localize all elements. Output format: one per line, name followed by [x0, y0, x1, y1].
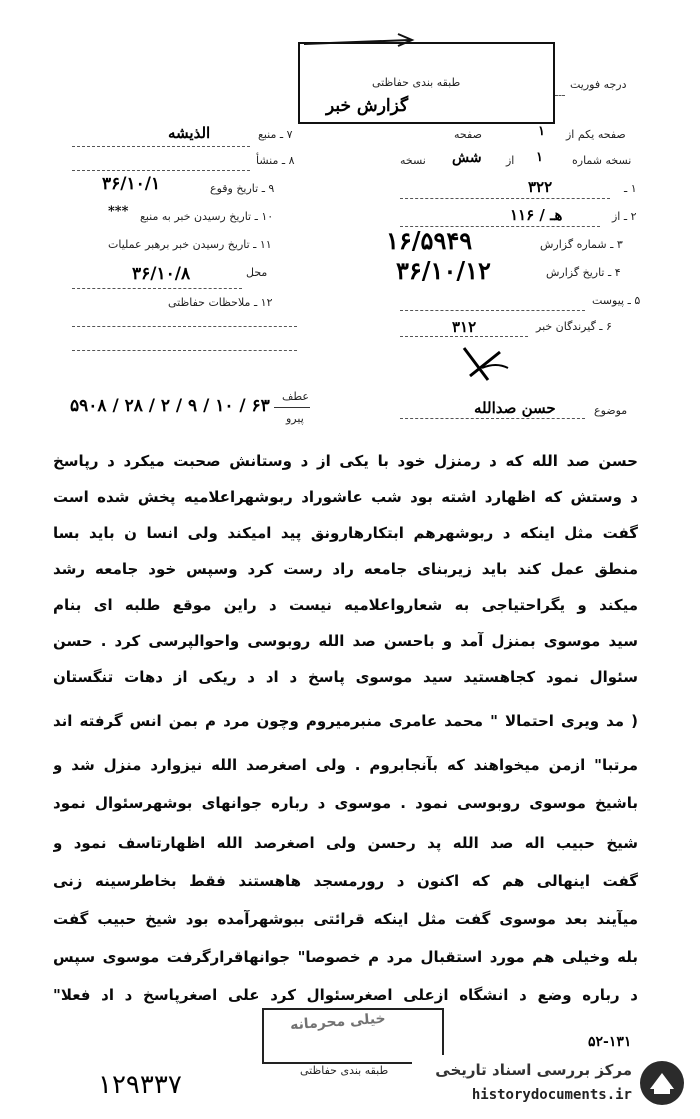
document-number: ۱۲۹۳۳۷	[98, 1070, 182, 1100]
item-4-label: ۴ ـ تاریخ گزارش	[546, 266, 621, 279]
field-place-label: محل	[246, 266, 268, 279]
item-5-line	[400, 310, 585, 311]
field-occurrence-label: ۹ ـ تاریخ وقوع	[210, 182, 275, 195]
copy-of: از	[506, 154, 515, 167]
field-arrival-ops-label: ۱۱ ـ تاریخ رسیدن خبر برهبر عملیات	[108, 238, 272, 251]
field-place-line	[72, 288, 242, 289]
notes-line-2	[72, 350, 297, 351]
body-line: حسن صد الله که د رمنزل خود با یکی از د وستانش صحبت میکرد د رپاسخ	[53, 452, 638, 470]
page-code: ۵۲-۱۳۱	[588, 1034, 632, 1050]
field-source-line	[72, 146, 250, 147]
classification-stamp: خیلی محرمانه	[289, 1010, 387, 1034]
field-occurrence-value: ۳۶/۱۰/۱	[102, 174, 161, 194]
body-line: گفت مثل اینکه د ربوشهرهم ابتکارهارونق پید امیکند ولی انسا ن باید بسا	[53, 524, 638, 542]
item-6-label: ۶ ـ گیرندگان خبر	[536, 320, 612, 333]
reference-atf-label: عطف	[282, 390, 309, 403]
body-line: مرتبا" ازمن میخواهند که بآنجابروم . ولی اصغرصد الله نیزوارد منزل شد و	[53, 756, 638, 774]
body-line: منطق عمل کند باید زیربنای جامعه راد رست کرد وسپس خود جامعه رشد	[53, 560, 638, 578]
body-line: د وستش که اظهارد اشته بود شب عاشوراد ربوشهراعلامیه پخش شده است	[53, 488, 638, 506]
subject-line	[400, 418, 585, 419]
item-3-label: ۳ ـ شماره گزارش	[540, 238, 623, 251]
subject-value: حسن صدالله	[474, 399, 556, 417]
field-protection-notes-label: ۱۲ ـ ملاحظات حفاظتی	[168, 296, 273, 309]
body-line: بله وخیلی هم مورد استقبال مرد م خصوصا" جوانهاقرارگرفت موسوی سپس	[53, 948, 638, 966]
copy-label: نسخه شماره	[572, 154, 632, 167]
item-6-value: ۳۱۲	[452, 318, 477, 336]
item-6-line	[400, 336, 528, 337]
reference-divider	[274, 407, 310, 408]
item-1-line	[400, 198, 610, 199]
body-line: گفت اینهالی هم که اکنون د رورمسجد هاهستند فقط بخاطرسینه زنی	[53, 872, 638, 890]
reference-value: ۵۹۰۸ / ۲۸ / ۲ / ۹ / ۱۰ / ۶۳	[70, 396, 270, 416]
copy-total: شش	[452, 150, 482, 166]
item-1-label: ۱ ـ	[624, 182, 637, 195]
watermark-url: historydocuments.ir	[471, 1087, 632, 1103]
item-2-value: ۱۱۶ / هـ	[510, 206, 563, 224]
x-mark	[456, 342, 516, 384]
footer-classification-label: طبقه بندی حفاظتی	[300, 1064, 389, 1077]
archive-logo-icon	[638, 1059, 686, 1107]
body-line: سید موسوی بمنزل آمد و باحسن صد الله روبوسی واحوالپرسی کرد . حسن	[53, 632, 638, 650]
field-arrival-source-label: ۱۰ ـ تاریخ رسیدن خبر به منبع	[140, 210, 274, 223]
header-arrow-mark	[300, 30, 420, 52]
field-place-value: ۳۶/۱۰/۸	[132, 264, 191, 284]
body-line: سئوال نمود کجاهستید سید موسوی پاسخ د اد د ریکی از دهات تنگستان	[53, 668, 638, 686]
body-line: میکند و یگراحتیاجی به شعارواعلامیه نیست د راین موقع طلبه ای بنام	[53, 596, 638, 614]
body-line: ( مد ویری احتمالا " محمد عامری منبرمیروم وچون مرد م بمن انس گرفته اند	[53, 712, 638, 730]
item-2-label: ۲ ـ از	[612, 210, 637, 223]
notes-line-1	[72, 326, 297, 327]
reference-piro-label: پیرو	[286, 412, 304, 425]
field-arrival-source-value: ***	[108, 204, 129, 219]
page-value: ۱	[538, 124, 545, 139]
priority-line	[555, 95, 565, 96]
watermark-title: مرکز بررسی اسناد تاریخی	[435, 1061, 632, 1079]
page-suffix: صفحه	[454, 128, 482, 141]
body-line: باشیخ موسوی روبوسی نمود . موسوی د رباره جوانهای بوشهرسئوال نمود	[53, 794, 638, 812]
subject-label: موضوع	[594, 404, 628, 417]
report-type-title: گزارش خبر	[326, 96, 409, 116]
field-source-label: ۷ ـ منبع	[258, 128, 293, 141]
item-1-value: ۳۲۲	[528, 178, 553, 196]
watermark	[412, 1055, 692, 1113]
body-line: شیخ حبیب اله صد الله پد رحسن ولی اصغرصد الله اظهارتاسف نمود و	[53, 834, 638, 852]
field-origin-line	[72, 170, 250, 171]
field-source-value: الذیشه	[168, 124, 211, 142]
copy-suffix: نسخه	[400, 154, 426, 167]
copy-value: ۱	[536, 150, 543, 165]
body-line: د رباره وضع د انشگاه ازعلی اصغرسئوال کرد علی اصغرپاسخ د اد فعلا"	[53, 986, 638, 1004]
item-5-label: ۵ ـ پیوست	[592, 294, 641, 307]
item-4-value: ۳۶/۱۰/۱۲	[396, 256, 491, 285]
priority-label: درجه فوریت	[570, 78, 627, 91]
classification-label: طبقه بندی حفاظتی	[372, 76, 461, 89]
item-3-value: ۱۶/۵۹۴۹	[386, 226, 473, 255]
page-label: صفحه یکم از	[566, 128, 626, 141]
body-line: میآیند بعد موسوی گفت مثل اینکه قرائتی ببوشهرآمده بود شیخ حبیب گفت	[53, 910, 638, 928]
field-origin-label: ۸ ـ منشأ	[256, 154, 295, 167]
